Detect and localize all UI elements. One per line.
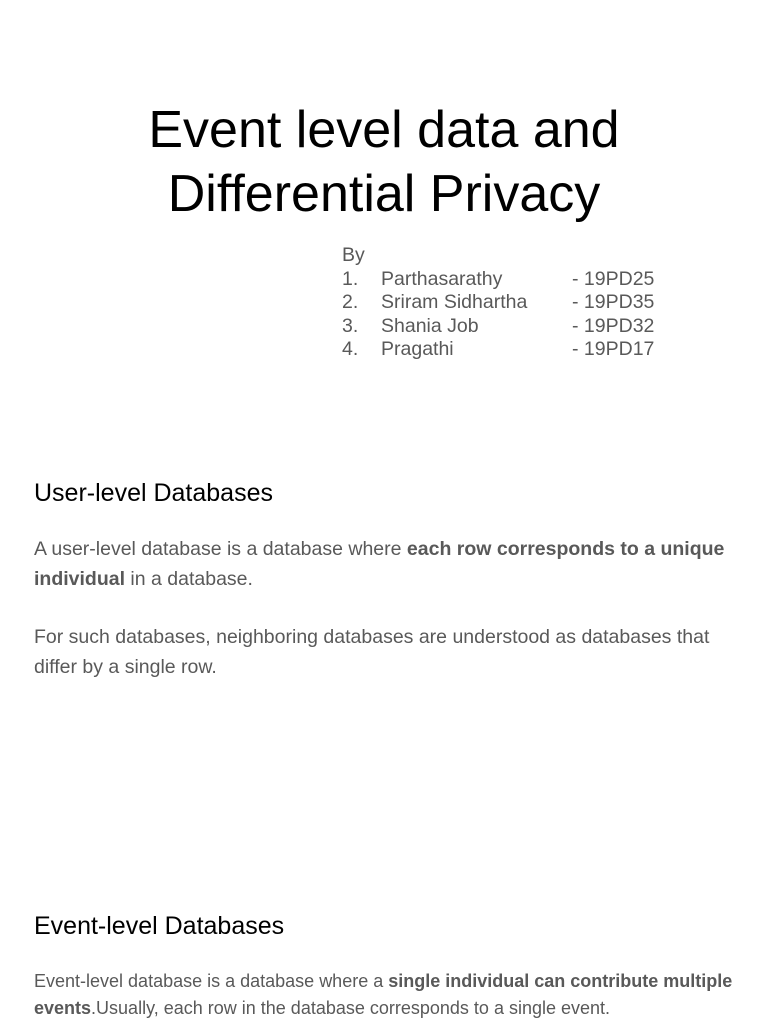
author-roll-number: - 19PD17 [572,338,655,360]
author-name: Shania Job [381,314,479,337]
author-item [342,314,655,339]
emphasis-text: single individual can contribute multiple events [34,971,733,1018]
event-level-heading: Event-level Databases [34,912,285,940]
title-line-1: Event level data and [148,101,620,159]
user-level-heading: User-level Databases [34,479,273,507]
author-roll-number: - 19PD32 [572,314,655,337]
text-run: .Usually, each row in the database corresponds to a single event. [91,998,611,1018]
author-item [342,338,655,362]
author-number: 2. [342,291,359,313]
title-line-2: Differential Privacy [167,165,601,223]
text-run: A user-level database is a database where [34,538,407,560]
page-title [0,98,768,226]
author-list [342,244,655,362]
by-label: By [342,244,365,266]
emphasis-text: each row corresponds to a unique individual [34,538,725,590]
author-number: 3. [342,314,359,337]
user-level-paragraph-2: For such databases, neighboring databases are understood as databases that differ by a single row. [34,626,710,678]
text-run: Event-level database is a database where a [34,971,389,991]
author-roll-number: - 19PD35 [572,291,655,313]
author-roll-number: - 19PD25 [572,267,655,290]
author-name: Sriram Sidhartha [381,291,528,313]
author-item [342,291,655,315]
author-item [342,267,655,292]
author-name: Parthasarathy [381,267,503,290]
event-level-paragraph-1 [34,968,744,1022]
user-level-paragraph-1 [34,535,744,594]
author-number: 4. [342,338,359,360]
author-number: 1. [342,267,359,290]
text-run: in a database. [125,567,253,590]
author-name: Pragathi [381,338,454,360]
